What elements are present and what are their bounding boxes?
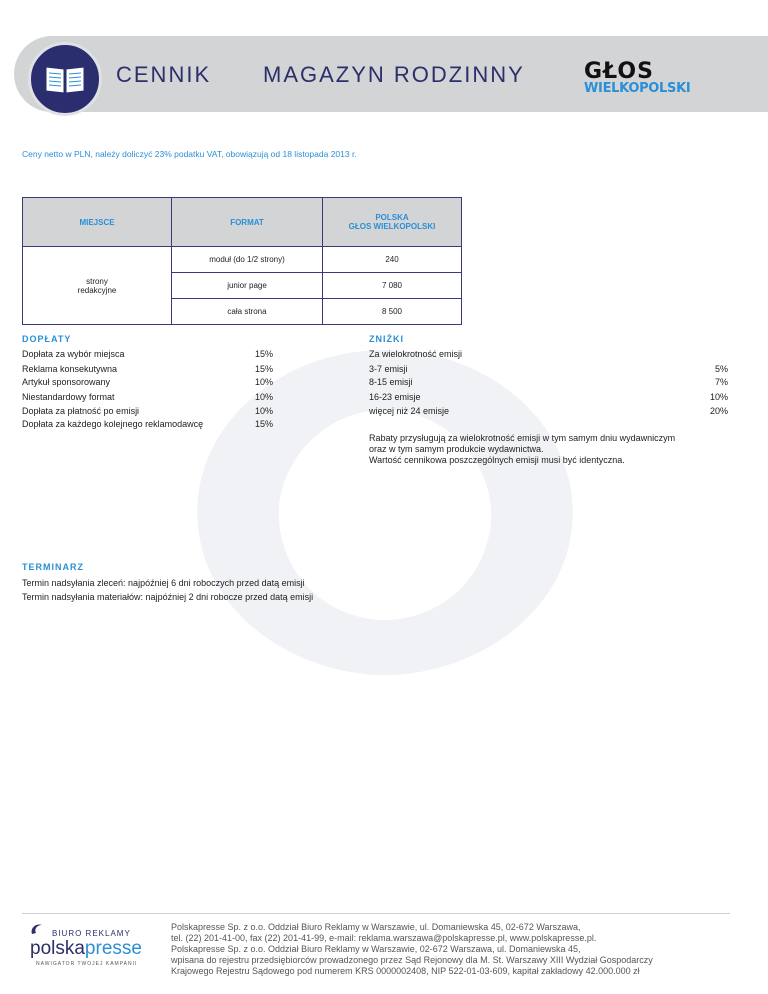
header-miejsce: MIEJSCE bbox=[23, 198, 172, 247]
price-table bbox=[22, 197, 462, 325]
polska-part: polska bbox=[30, 938, 85, 959]
znizki-subtitle: Za wielokrotność emisji bbox=[369, 349, 463, 359]
book-badge bbox=[28, 42, 102, 116]
doplaty-label: Artykuł sponsorowany bbox=[22, 377, 111, 387]
doplaty-label: Reklama konsekutywna bbox=[22, 364, 118, 374]
price-cell: 8 500 bbox=[323, 299, 462, 325]
format-cell: cała strona bbox=[172, 299, 323, 325]
polskapresse-swirl-icon bbox=[28, 922, 48, 938]
doplaty-label: Dopłata za płatność po emisji bbox=[22, 406, 140, 416]
biuro-reklamy-label: BIURO REKLAMY bbox=[52, 929, 131, 938]
note-line: oraz w tym samym produkcie wydawnictwa. bbox=[369, 444, 544, 454]
table-header-row bbox=[23, 198, 462, 247]
header-polska bbox=[323, 198, 462, 247]
footer-line: Polskapresse Sp. z o.o. Oddział Biuro Reklamy w Warszawie, 02-672 Warszawa, ul. Domaniewska 45, bbox=[171, 944, 581, 954]
doplaty-value: 10% bbox=[255, 392, 274, 402]
nawigator-tagline: NAWIGATOR TWOJEJ KAMPANII bbox=[36, 961, 138, 967]
presse-part: presse bbox=[84, 938, 142, 959]
doplaty-title: DOPŁATY bbox=[22, 334, 72, 344]
note-line: Rabaty przysługują za wielokrotność emisji w tym samym dniu wydawniczym bbox=[369, 433, 676, 443]
footer-line: wpisana do rejestru przedsiębiorców prowadzonego przez Sąd Rejonowy dla M. St. Warszawy XIII Wydział Gospodarczy bbox=[171, 955, 653, 965]
format-cell: moduł (do 1/2 strony) bbox=[172, 247, 323, 273]
terminarz-item: Termin nadsyłania materiałów: najpóźniej 2 dni robocze przed datą emisji bbox=[22, 592, 314, 602]
footer-line: Krajowego Rejestru Sądowego pod numerem KRS 0000002408, NIP 522-01-03-609, kapitał zakładowy 42.000.000 zł bbox=[171, 966, 640, 976]
znizki-label: więcej niż 24 emisje bbox=[369, 406, 450, 416]
footer-line: tel. (22) 201-41-00, fax (22) 201-41-99, e-mail: reklama.warszawa@polskapresse.pl, www.polskapresse.pl. bbox=[171, 933, 597, 943]
vat-notice: Ceny netto w PLN, należy doliczyć 23% podatku VAT, obowiązują od 18 listopada 2013 r. bbox=[22, 149, 357, 159]
znizki-value: 5% bbox=[714, 364, 728, 374]
doplaty-label: Dopłata za każdego kolejnego reklamodawcę bbox=[22, 419, 204, 429]
polskapresse-logo bbox=[30, 938, 142, 960]
header-polska-line1: POLSKA bbox=[375, 213, 409, 222]
footer-address bbox=[171, 922, 731, 977]
footer-divider bbox=[22, 913, 730, 914]
terminarz-item: Termin nadsyłania zleceń: najpóźniej 6 dni roboczych przed datą emisji bbox=[22, 578, 305, 588]
page-title-magazine: MAGAZYN RODZINNY bbox=[263, 62, 525, 87]
znizki-value: 7% bbox=[714, 377, 728, 387]
znizki-label: 16-23 emisje bbox=[369, 392, 421, 402]
znizki-label: 8-15 emisji bbox=[369, 377, 413, 387]
znizki-note bbox=[369, 433, 729, 466]
place-line2: redakcyjne bbox=[77, 285, 117, 295]
znizki-label: 3-7 emisji bbox=[369, 364, 408, 374]
header-format: FORMAT bbox=[172, 198, 323, 247]
doplaty-value: 15% bbox=[255, 349, 274, 359]
header-polska-line2: GŁOS WIELKOPOLSKI bbox=[348, 222, 436, 231]
doplaty-value: 10% bbox=[255, 377, 274, 387]
doplaty-value: 15% bbox=[255, 364, 274, 374]
znizki-value: 20% bbox=[709, 406, 728, 416]
logo-bottom-text: WIELKOPOLSKI bbox=[584, 81, 691, 96]
doplaty-value: 10% bbox=[255, 406, 274, 416]
place-cell bbox=[23, 247, 172, 325]
price-cell: 240 bbox=[323, 247, 462, 273]
doplaty-label: Dopłata za wybór miejsca bbox=[22, 349, 125, 359]
terminarz-title: TERMINARZ bbox=[22, 562, 84, 572]
note-line: Wartość cennikowa poszczególnych emisji musi być identyczna. bbox=[369, 455, 625, 465]
znizki-value: 10% bbox=[709, 392, 728, 402]
table-row bbox=[23, 247, 462, 273]
footer-line: Polskapresse Sp. z o.o. Oddział Biuro Reklamy w Warszawie, ul. Domaniewska 45, 02-672 Warszawa, bbox=[171, 922, 581, 932]
price-cell: 7 080 bbox=[323, 273, 462, 299]
book-icon bbox=[43, 59, 87, 99]
logo-top-text: GŁOS bbox=[584, 59, 654, 84]
format-cell: junior page bbox=[172, 273, 323, 299]
page-title-cennik: CENNIK bbox=[116, 62, 212, 87]
doplaty-value: 15% bbox=[255, 419, 274, 429]
znizki-title: ZNIŻKI bbox=[369, 334, 404, 344]
glos-wielkopolski-logo bbox=[584, 59, 710, 96]
doplaty-label: Niestandardowy format bbox=[22, 392, 115, 402]
place-line1: strony bbox=[86, 276, 108, 286]
